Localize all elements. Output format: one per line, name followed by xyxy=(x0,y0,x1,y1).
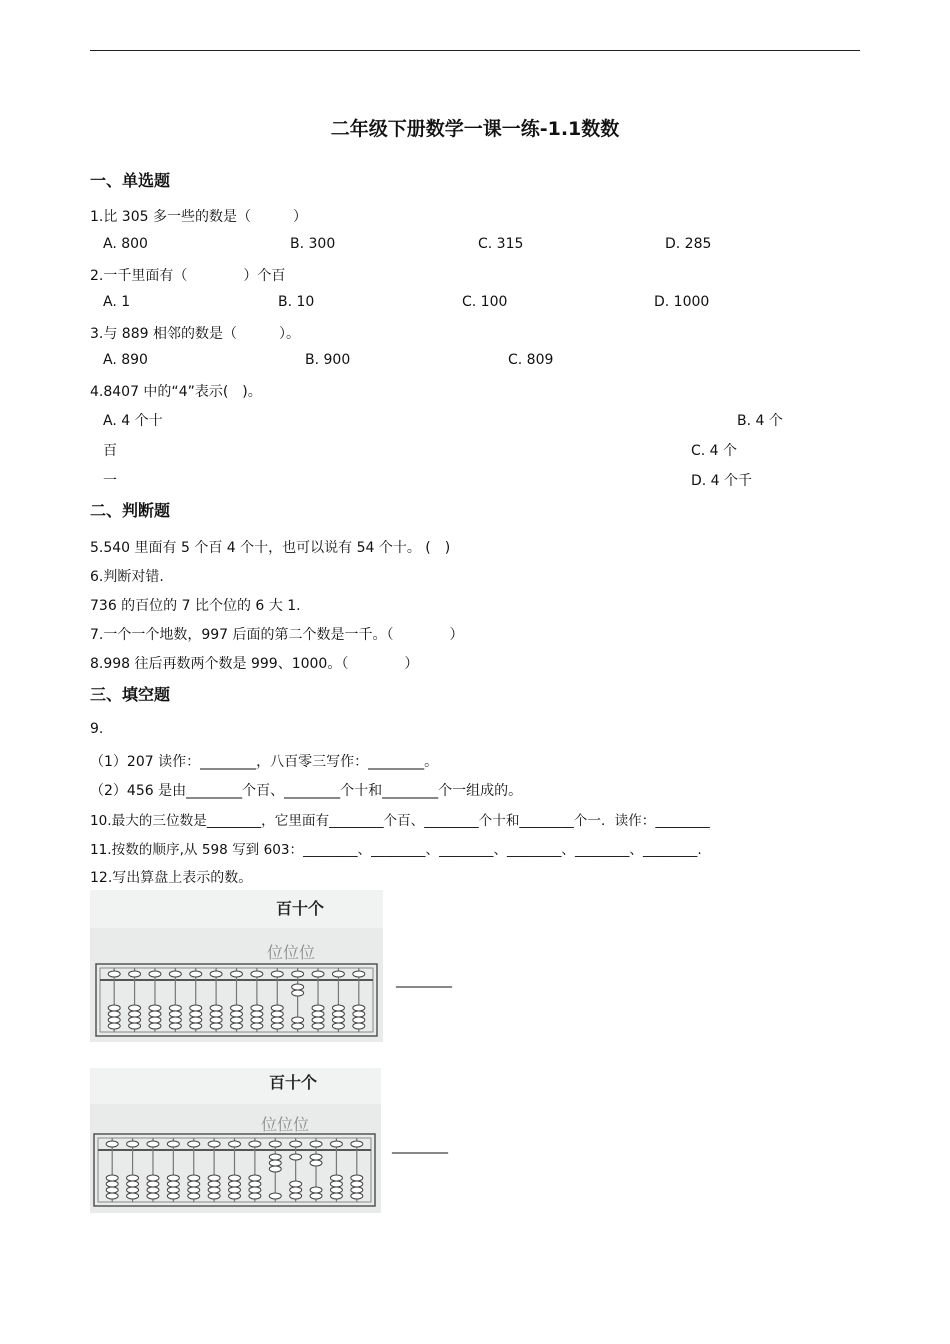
page-title: 二年级下册数学一课一练-1.1数数 xyxy=(330,118,620,140)
question-6-statement: 736 的百位的 7 比个位的 6 大 1. xyxy=(90,598,301,614)
question-2-option-a[interactable]: A. 1 xyxy=(103,294,131,310)
question-1-option-b[interactable]: B. 300 xyxy=(290,236,336,252)
question-3-option-b[interactable]: B. 900 xyxy=(305,352,351,368)
section-heading-single-choice: 一、单选题 xyxy=(90,171,171,190)
abacus-2-header: 百十个 xyxy=(268,1073,318,1092)
question-1-option-c[interactable]: C. 315 xyxy=(478,236,524,252)
header-rule xyxy=(90,50,860,51)
question-1-stem: 1.比 305 多一些的数是（ ） xyxy=(90,209,307,225)
abacus-image-2 xyxy=(90,1068,381,1213)
abacus-1-answer-blank[interactable]: ________ xyxy=(396,972,452,988)
question-5: 5.540 里面有 5 个百 4 个十，也可以说有 54 个十。 ( ) xyxy=(90,540,451,556)
question-3-option-a[interactable]: A. 890 xyxy=(103,352,148,368)
question-9-part-2: （2）456 是由________个百、________个十和________个一组成的。 xyxy=(90,783,523,799)
section-heading-true-false: 二、判断题 xyxy=(90,501,171,520)
question-3-stem: 3.与 889 相邻的数是（ ）。 xyxy=(90,326,300,342)
question-6-stem: 6.判断对错. xyxy=(90,569,164,585)
question-4-option-c-wrap: 一 xyxy=(103,473,117,489)
abacus-1-header: 百十个 xyxy=(275,899,325,918)
question-4-option-c[interactable]: C. 4 个 xyxy=(691,443,738,459)
question-10: 10.最大的三位数是________，它里面有________个百、________个十和________个一．读作：________ xyxy=(90,813,710,829)
question-12: 12.写出算盘上表示的数。 xyxy=(90,870,253,886)
question-8: 8.998 往后再数两个数是 999、1000。（ ） xyxy=(90,656,419,672)
question-9-number: 9. xyxy=(90,721,104,737)
question-2-stem: 2.一千里面有（ ）个百 xyxy=(90,268,286,284)
question-2-option-d[interactable]: D. 1000 xyxy=(654,294,710,310)
question-4-option-b-wrap: 百 xyxy=(103,443,117,459)
abacus-2-answer-blank[interactable]: ________ xyxy=(392,1138,448,1154)
abacus-1-sub: 位位位 xyxy=(266,943,316,962)
question-1-option-d[interactable]: D. 285 xyxy=(665,236,712,252)
question-2-option-c[interactable]: C. 100 xyxy=(462,294,508,310)
abacus-2-sub: 位位位 xyxy=(260,1115,310,1134)
section-heading-fill-blank: 三、填空题 xyxy=(90,685,171,704)
question-4-option-d[interactable]: D. 4 个千 xyxy=(691,473,753,489)
question-4-option-a[interactable]: A. 4 个十 xyxy=(103,413,163,429)
question-9-part-1: （1）207 读作：________，八百零三写作：________。 xyxy=(90,754,439,770)
question-4-stem: 4.8407 中的“4”表示( )。 xyxy=(90,384,262,400)
question-4-option-b[interactable]: B. 4 个 xyxy=(737,413,783,429)
question-3-option-c[interactable]: C. 809 xyxy=(508,352,554,368)
question-11: 11.按数的顺序,从 598 写到 603：________、________、________、________、________、________. xyxy=(90,842,702,858)
question-7: 7.一个一个地数，997 后面的第二个数是一千。（ ） xyxy=(90,627,464,643)
abacus-image-1 xyxy=(90,890,383,1042)
question-2-option-b[interactable]: B. 10 xyxy=(278,294,315,310)
question-1-option-a[interactable]: A. 800 xyxy=(103,236,148,252)
